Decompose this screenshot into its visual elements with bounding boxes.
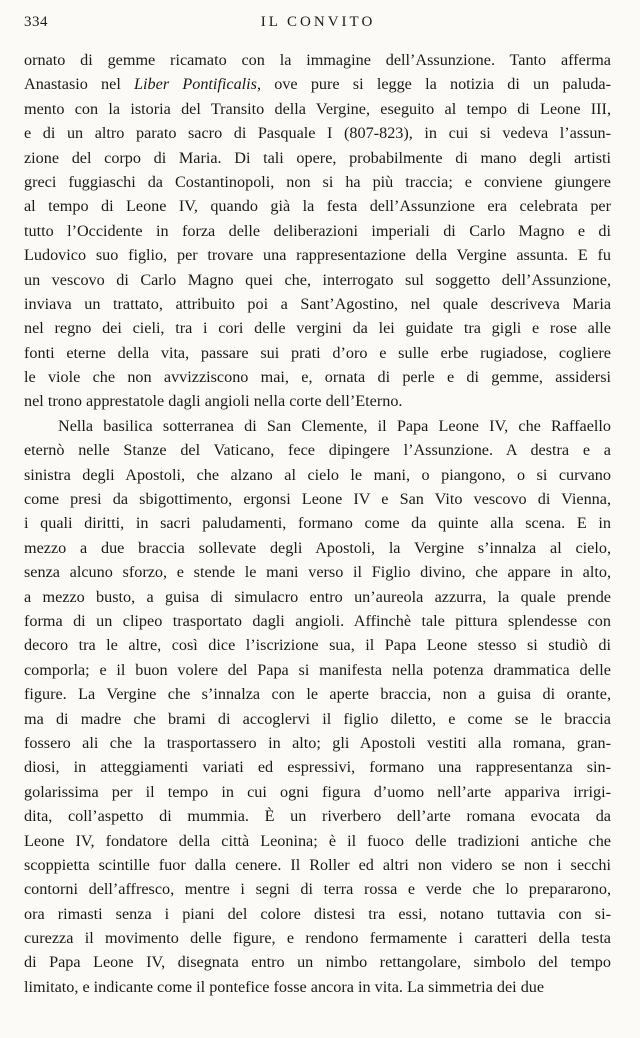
text-line: i quali diritti, in sacri paludamenti, formano come da quinte alla scena. E in [24,514,611,533]
text-line: Ludovico suo figlio, per trovare una rappresentazione della Vergine assunta. E fu [24,246,611,265]
book-title-italic: Liber Pontificalis [134,75,257,94]
text-line: inviava un trattato, attribuito poi a Sant’Agostino, nel quale descriveva Maria [24,294,611,313]
text-line: sinistra degli Apostoli, che alzano al cielo le mani, o piangono, o si curvano [24,465,611,484]
text-line: golarissima per il tempo in cui ogni figura d’uomo nell’arte appariva irrigi- [24,782,611,801]
paragraph-2 [24,414,611,999]
text-line: limitato, e indicante come il pontefice fosse ancora in vita. La simmetria dei due [24,977,545,996]
text-line: le viole che non avvizziscono mai, e, ornata di perle e di gemme, assidersi [24,368,611,387]
text-line: ornato di gemme ricamato con la immagine dell’Assunzione. Tanto afferma [24,51,611,69]
text-line: greci fuggiaschi da Costantinopoli, non si ha più traccia; e conviene giungere [24,172,611,191]
text-line: come presi da sbigottimento, ergonsi Leone IV e San Vito vescovo di Vienna, [24,490,611,509]
page-number: 334 [24,14,48,30]
text-line: diosi, in atteggiamenti variati ed espressivi, formano una rappresentanza sin- [24,758,611,777]
body-text [24,48,611,999]
page-header [24,14,612,36]
text-line: di Papa Leone IV, disegnata entro un nimbo rettangolare, simbolo del tempo [24,953,611,972]
text-line: fossero ali che la trasportassero in alto; gli Apostoli vestiti alla romana, gran- [24,733,611,752]
text-line: un vescovo di Carlo Magno quei che, interrogato sul soggetto dell’Assunzione, [24,270,611,289]
text-line: e di un altro parato sacro di Pasquale I (807-823), in cui si vedeva l’assun- [24,124,611,143]
text-line: nel trono apprestatole dagli angioli nella corte dell’Eterno. [24,392,403,411]
text-line: comporla; e il buon volere del Papa si manifesta nella potenza drammatica delle [24,660,611,679]
text-line: figure. La Vergine che s’innalza con le aperte braccia, non a guisa di orante, [24,685,611,704]
text-line: al tempo di Leone IV, quando già la festa dell’Assunzione era celebrata per [24,197,611,216]
running-title: IL CONVITO [260,14,376,30]
text-line: zione del corpo di Maria. Di tali opere, probabilmente di mano degli artisti [24,148,611,167]
text-line: dita, coll’aspetto di mummia. È un riverbero dell’arte romana evocata da [24,807,611,826]
text-line: fonti eterne della vita, passare sui prati d’oro e sulle erbe rugiadose, cogliere [24,343,611,362]
text-line: a mezzo busto, a guisa di simulacro entro un’aureola azzurra, la quale prende [24,587,611,606]
text-line: curezza il movimento delle figure, e rendono fermamente i caratteri della testa [24,929,611,948]
text-line: contorni dell’affresco, mentre i segni di terra rossa e verde che lo prepararono, [24,880,611,899]
text-line: Anastasio nel Liber Pontificalis, ove pure si legge la notizia di un paluda- [24,75,611,94]
text-line: nel regno dei cieli, tra i cori delle vergini da lei guidate tra gigli e rose alle [24,319,611,338]
text-line: senza alcuno sforzo, e stende le mani verso il Figlio divino, che appare in alto, [24,563,611,582]
text-line: mento con la istoria del Transito della Vergine, eseguito al tempo di Leone III, [24,99,611,118]
text-line: eternò nelle Stanze del Vaticano, fece dipingere l’Assunzione. A destra e a [24,441,611,460]
text-line: forma di un clipeo trasportato dagli angioli. Affinchè tale pittura splendesse con [24,611,611,630]
text-line: ora rimasti senza i piani del colore distesi tra essi, notano tuttavia con si- [24,904,611,923]
text-line: Leone IV, fondatore della città Leonina; è il fuoco delle tradizioni antiche che [24,831,611,850]
text-line: scoppietta scintille fuor dalla cenere. Il Roller ed altri non videro se non i secchi [24,855,611,874]
text-line: ma di madre che brami di accoglervi il figlio diletto, e come se le braccia [24,709,611,728]
paragraph-1 [24,48,611,414]
text-line: decoro tra le altre, così dice l’iscrizione sua, il Papa Leone stesso si studiò di [24,636,611,655]
text-line: Nella basilica sotterranea di San Clemente, il Papa Leone IV, che Raffaello [58,416,611,435]
text-line: tutto l’Occidente in forza delle deliberazioni imperiali di Carlo Magno e di [24,221,611,240]
text-line: mezzo a due braccia sollevate degli Apostoli, la Vergine s’innalza al cielo, [24,538,611,557]
